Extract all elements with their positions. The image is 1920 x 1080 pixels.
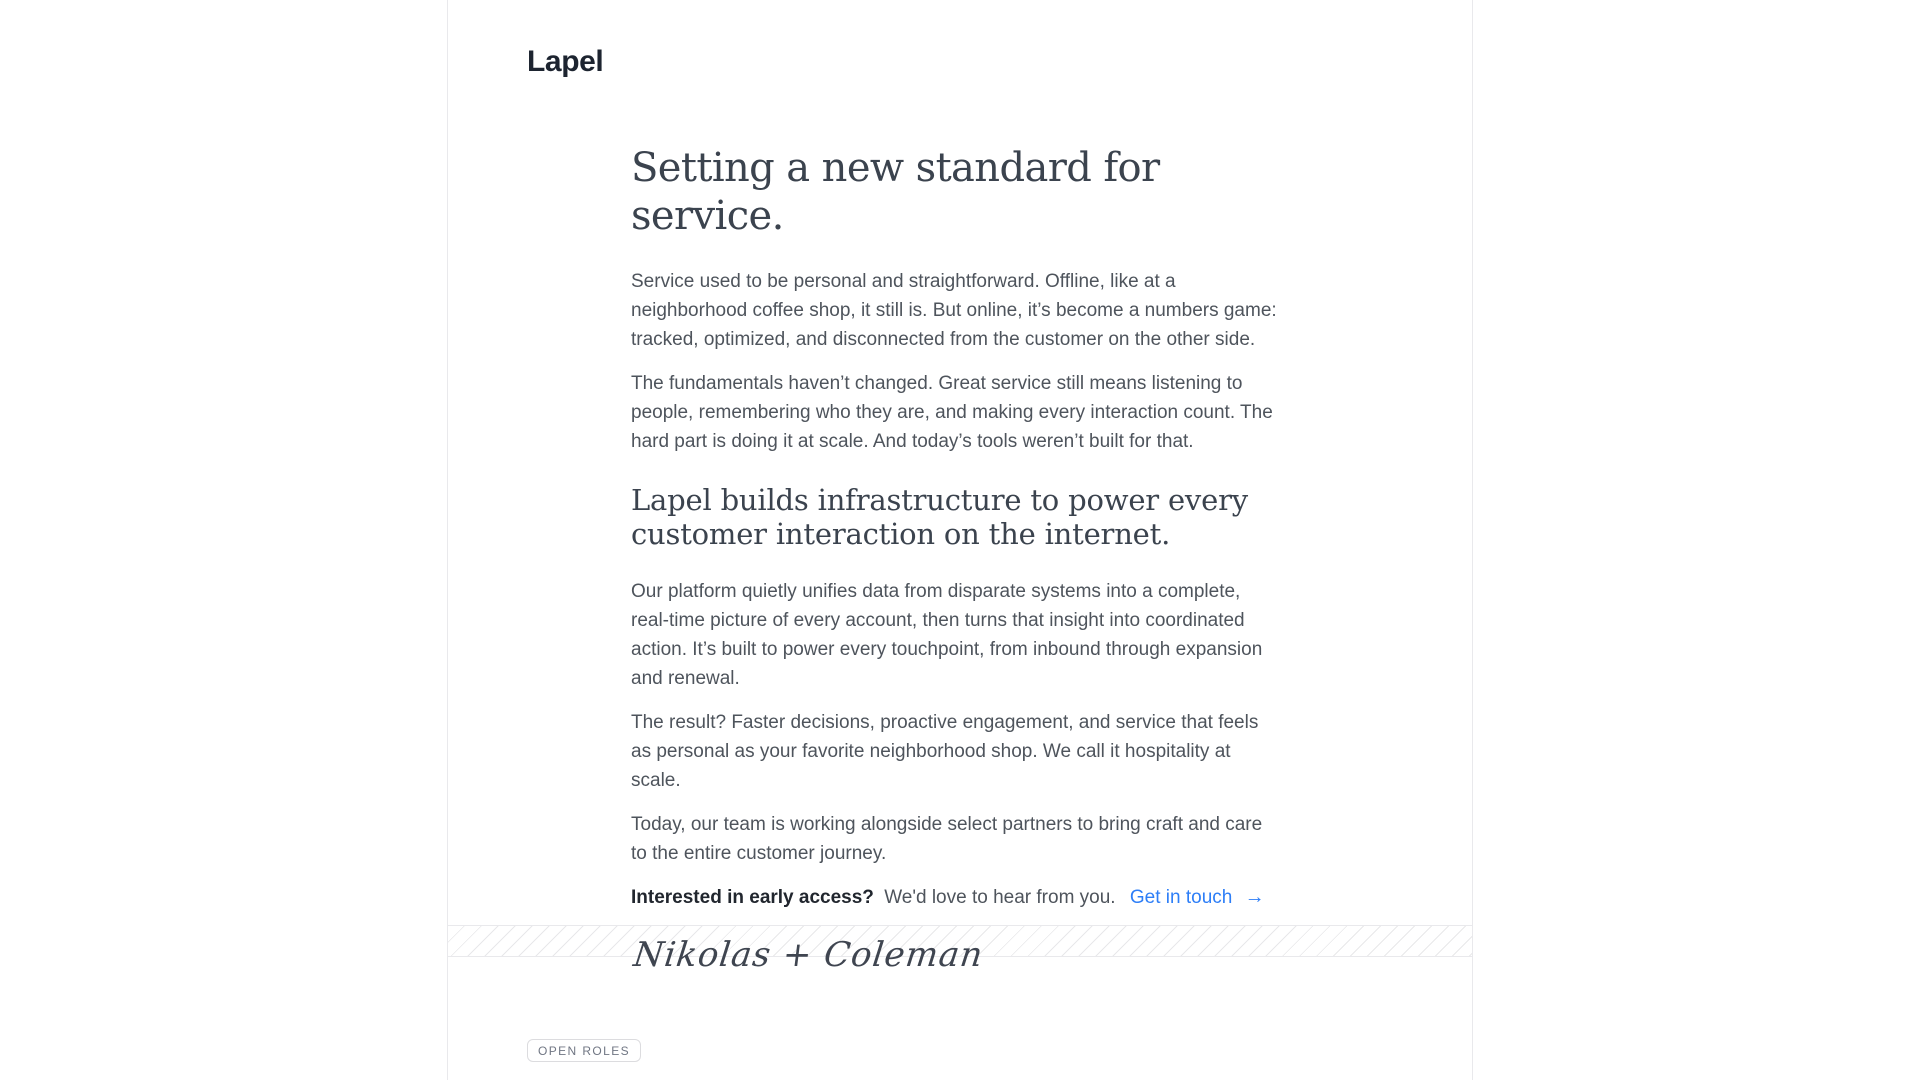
cta-row <box>631 883 1283 912</box>
paragraph-platform: Our platform quietly unifies data from disparate systems into a complete, real-time picture of every account, then turns that insight into coordinated action. It’s built to power every touchpoint, from inbound through expansion and renewal. <box>631 581 1263 689</box>
hero-section <box>448 0 1472 975</box>
page-title: Setting a new standard for service. <box>631 145 1160 239</box>
section-subheading: Lapel builds infrastructure to power every customer interaction on the internet. <box>631 483 1248 551</box>
paragraph-service: Service used to be personal and straightforward. Offline, like at a neighborhood coffee shop, it still is. But online, it’s become a numbers game: tracked, optimized, and disconnected from the customer on the other side. <box>631 271 1277 350</box>
content-container <box>447 0 1473 1080</box>
cta-question: Interested in early access? <box>631 887 874 908</box>
get-in-touch-label: Get in touch <box>1129 887 1233 908</box>
open-roles-badge: OPEN ROLES <box>527 1039 641 1062</box>
cta-text: We'd love to hear from you. <box>884 887 1116 908</box>
founders-signature: Nikolas + Coleman <box>631 935 986 975</box>
paragraph-fundamentals: The fundamentals haven’t changed. Great service still means listening to people, remembering who they are, and making every interaction count. The hard part is doing it at scale. And today’s tools weren’t built for that. <box>631 373 1273 452</box>
paragraph-result: The result? Faster decisions, proactive engagement, and service that feels as personal as your favorite neighborhood shop. We call it hospitality at scale. <box>631 712 1259 791</box>
paragraph-today: Today, our team is working alongside select partners to bring craft and care to the entire customer journey. <box>631 814 1263 864</box>
header <box>448 0 1472 80</box>
logo[interactable]: Lapel <box>527 45 604 78</box>
get-in-touch-link[interactable] <box>1130 887 1265 908</box>
manifesto <box>631 144 1283 978</box>
arrow-right-icon: → <box>1244 886 1265 908</box>
